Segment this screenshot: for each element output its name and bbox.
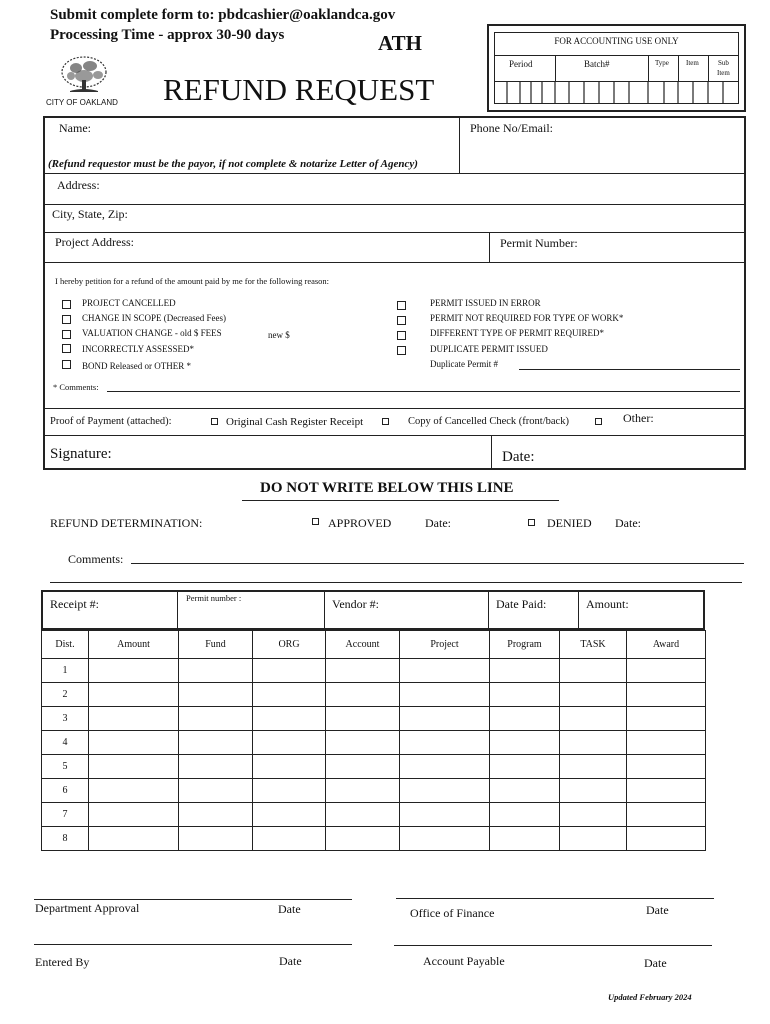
proof-option-label: Other:	[623, 411, 654, 425]
signature-label: Signature:	[50, 446, 112, 462]
cell[interactable]	[400, 683, 490, 707]
cell[interactable]	[400, 827, 490, 851]
approved-label: APPROVED	[328, 516, 392, 530]
cell[interactable]	[179, 803, 253, 827]
cell[interactable]	[253, 659, 326, 683]
cell[interactable]	[490, 803, 560, 827]
proof-of-payment-label: Proof of Payment (attached):	[50, 416, 172, 427]
column-header: Project	[400, 631, 490, 659]
proof-checkbox-cancelled-check[interactable]	[382, 418, 389, 425]
city-of-oakland-tree-logo-icon	[44, 54, 124, 104]
city-state-zip-label: City, State, Zip:	[52, 207, 128, 221]
page-title: REFUND REQUEST	[163, 72, 435, 107]
column-header: Dist.	[42, 631, 89, 659]
cell[interactable]	[560, 779, 627, 803]
cell[interactable]	[326, 659, 400, 683]
cell[interactable]	[326, 707, 400, 731]
cell[interactable]	[179, 827, 253, 851]
phone-email-field[interactable]	[470, 136, 740, 168]
cell[interactable]	[400, 731, 490, 755]
reason-checkbox-incorrectly-assessed[interactable]	[62, 344, 71, 353]
row-number: 2	[42, 683, 89, 707]
cell[interactable]	[490, 707, 560, 731]
cell[interactable]	[627, 731, 706, 755]
cell[interactable]	[253, 707, 326, 731]
amount-label: Amount:	[586, 597, 629, 611]
row-number: 1	[42, 659, 89, 683]
cell[interactable]	[627, 659, 706, 683]
approved-date-label: Date:	[425, 516, 451, 530]
type-label: Type	[655, 59, 669, 67]
column-header: Award	[627, 631, 706, 659]
cell[interactable]	[627, 755, 706, 779]
cell[interactable]	[253, 731, 326, 755]
cell[interactable]	[627, 707, 706, 731]
cell[interactable]	[560, 659, 627, 683]
reason-checkbox-project-cancelled[interactable]	[62, 300, 71, 309]
address-label: Address:	[57, 178, 100, 192]
cell[interactable]	[326, 683, 400, 707]
permit-number-label: Permit Number:	[500, 236, 578, 250]
reason-label: BOND Released or OTHER *	[82, 361, 191, 371]
cell[interactable]	[89, 779, 179, 803]
name-field[interactable]	[66, 136, 451, 156]
table-row	[42, 683, 706, 707]
permit-number-ledger-label: Permit number :	[186, 593, 242, 603]
city-state-zip-field[interactable]	[140, 206, 740, 230]
table-row	[42, 803, 706, 827]
table-row	[42, 659, 706, 683]
duplicate-permit-field[interactable]	[519, 369, 740, 370]
refund-determination-label: REFUND DETERMINATION:	[50, 516, 203, 530]
cell[interactable]	[179, 779, 253, 803]
cell[interactable]	[560, 755, 627, 779]
cell[interactable]	[560, 803, 627, 827]
cell[interactable]	[326, 755, 400, 779]
date-paid-label: Date Paid:	[496, 597, 547, 611]
table-row	[42, 779, 706, 803]
logo-caption: CITY OF OAKLAND	[46, 98, 118, 107]
cell[interactable]	[627, 803, 706, 827]
account-payable-date-label: Date	[644, 956, 667, 970]
reason-checkbox-permit-issued-in-error[interactable]	[397, 301, 406, 310]
reason-label: DUPLICATE PERMIT ISSUED	[430, 344, 548, 354]
cell[interactable]	[490, 827, 560, 851]
petition-text: I hereby petition for a refund of the amount paid by me for the following reason:	[55, 276, 330, 286]
table-row	[42, 731, 706, 755]
reason-label: PERMIT NOT REQUIRED FOR TYPE OF WORK*	[430, 313, 624, 323]
signature-field[interactable]	[120, 440, 485, 466]
office-finance-label: Office of Finance	[410, 906, 495, 920]
reason-label: VALUATION CHANGE - old $ FEES	[82, 328, 222, 338]
accounting-digit-cells	[494, 81, 739, 104]
batch-label: Batch#	[584, 59, 610, 69]
cell[interactable]	[326, 803, 400, 827]
cell[interactable]	[89, 707, 179, 731]
cell[interactable]	[89, 755, 179, 779]
project-address-field[interactable]	[140, 234, 485, 260]
table-header-row	[42, 631, 706, 659]
cell[interactable]	[179, 707, 253, 731]
proof-option-label: Copy of Cancelled Check (front/back)	[408, 416, 569, 427]
denied-date-label: Date:	[615, 516, 641, 530]
project-address-label: Project Address:	[55, 235, 134, 249]
distribution-table	[41, 630, 706, 851]
receipt-number-label: Receipt #:	[50, 597, 99, 611]
office-finance-date-label: Date	[646, 903, 669, 917]
cell[interactable]	[400, 779, 490, 803]
reason-label: CHANGE IN SCOPE (Decreased Fees)	[82, 313, 226, 323]
sub-label: Sub	[718, 59, 729, 67]
cell[interactable]	[89, 827, 179, 851]
cell[interactable]	[560, 827, 627, 851]
date-label: Date:	[502, 449, 535, 465]
comments-field[interactable]	[107, 391, 740, 392]
cell[interactable]	[326, 779, 400, 803]
cell[interactable]	[627, 779, 706, 803]
cell[interactable]	[490, 779, 560, 803]
cell[interactable]	[179, 731, 253, 755]
row-number: 3	[42, 707, 89, 731]
sub-item-label: Item	[717, 69, 730, 77]
cell[interactable]	[326, 731, 400, 755]
row-number: 8	[42, 827, 89, 851]
do-not-write-heading: DO NOT WRITE BELOW THIS LINE	[260, 480, 514, 496]
new-fee-label: new $	[268, 330, 290, 340]
reason-label: PERMIT ISSUED IN ERROR	[430, 298, 541, 308]
processing-time: Processing Time - approx 30-90 days	[50, 27, 285, 43]
cell[interactable]	[490, 659, 560, 683]
cell[interactable]	[253, 803, 326, 827]
office-comments-label: Comments:	[68, 552, 124, 566]
proof-checkbox-other[interactable]	[595, 418, 602, 425]
column-header: Amount	[89, 631, 179, 659]
cell[interactable]	[253, 755, 326, 779]
updated-note: Updated February 2024	[608, 992, 692, 1002]
cell[interactable]	[560, 707, 627, 731]
proof-option-label: Original Cash Register Receipt	[226, 416, 364, 428]
dept-approval-label: Department Approval	[35, 901, 140, 915]
duplicate-permit-label: Duplicate Permit #	[430, 359, 498, 369]
cell[interactable]	[253, 827, 326, 851]
cell[interactable]	[253, 779, 326, 803]
cell[interactable]	[560, 683, 627, 707]
cell[interactable]	[400, 755, 490, 779]
cell[interactable]	[89, 659, 179, 683]
account-payable-line[interactable]	[394, 945, 712, 946]
column-header: TASK	[560, 631, 627, 659]
reason-checkbox-duplicate-permit[interactable]	[397, 346, 406, 355]
phone-email-label: Phone No/Email:	[470, 121, 553, 135]
item-label: Item	[686, 59, 699, 67]
proof-checkbox-cash-receipt[interactable]	[211, 418, 218, 425]
approved-checkbox[interactable]	[312, 518, 319, 525]
cell[interactable]	[89, 683, 179, 707]
table-row	[42, 755, 706, 779]
submit-instructions: Submit complete form to: pbdcashier@oaklandca.gov	[50, 7, 396, 23]
denied-label: DENIED	[547, 516, 592, 530]
permit-number-field[interactable]	[585, 234, 740, 260]
cell[interactable]	[627, 683, 706, 707]
reason-checkbox-change-in-scope[interactable]	[62, 315, 71, 324]
denied-checkbox[interactable]	[528, 519, 535, 526]
name-label: Name:	[59, 121, 91, 135]
column-header: Program	[490, 631, 560, 659]
reason-checkbox-valuation-change[interactable]	[62, 330, 71, 339]
table-row	[42, 707, 706, 731]
reason-checkbox-permit-not-required[interactable]	[397, 316, 406, 325]
cell[interactable]	[179, 683, 253, 707]
entered-by-label: Entered By	[35, 955, 90, 969]
reason-label: PROJECT CANCELLED	[82, 298, 176, 308]
cell[interactable]	[179, 755, 253, 779]
dept-approval-line[interactable]	[34, 899, 352, 900]
dept-approval-date-label: Date	[278, 902, 301, 916]
row-number: 7	[42, 803, 89, 827]
entered-by-date-label: Date	[279, 954, 302, 968]
table-row	[42, 827, 706, 851]
reason-checkbox-different-permit-type[interactable]	[397, 331, 406, 340]
office-comments-field[interactable]	[131, 563, 744, 564]
cell[interactable]	[400, 707, 490, 731]
requestor-note: (Refund requestor must be the payor, if not complete & notarize Letter of Agency)	[48, 158, 418, 170]
cell[interactable]	[253, 683, 326, 707]
entered-by-line[interactable]	[34, 944, 352, 945]
reason-checkbox-bond-released[interactable]	[62, 360, 71, 369]
office-finance-line[interactable]	[396, 898, 714, 899]
reason-label: INCORRECTLY ASSESSED*	[82, 344, 195, 354]
row-number: 6	[42, 779, 89, 803]
row-number: 4	[42, 731, 89, 755]
row-number: 5	[42, 755, 89, 779]
date-field[interactable]	[545, 440, 740, 466]
office-comments-field-line2[interactable]	[50, 582, 742, 583]
cell[interactable]	[326, 827, 400, 851]
column-header: Fund	[179, 631, 253, 659]
account-payable-label: Account Payable	[423, 954, 505, 968]
vendor-number-label: Vendor #:	[332, 597, 379, 611]
cell[interactable]	[89, 803, 179, 827]
cell[interactable]	[490, 755, 560, 779]
period-label: Period	[509, 59, 533, 69]
column-header: Account	[326, 631, 400, 659]
cell[interactable]	[560, 731, 627, 755]
reason-label: DIFFERENT TYPE OF PERMIT REQUIRED*	[430, 328, 605, 338]
cell[interactable]	[179, 659, 253, 683]
cell[interactable]	[627, 827, 706, 851]
cell[interactable]	[490, 683, 560, 707]
accounting-title: FOR ACCOUNTING USE ONLY	[554, 36, 679, 46]
cell[interactable]	[400, 803, 490, 827]
comments-label: * Comments:	[53, 382, 99, 392]
cell[interactable]	[490, 731, 560, 755]
form-code: ATH	[378, 31, 422, 55]
column-header: ORG	[253, 631, 326, 659]
cell[interactable]	[400, 659, 490, 683]
cell[interactable]	[89, 731, 179, 755]
address-field[interactable]	[110, 176, 740, 202]
